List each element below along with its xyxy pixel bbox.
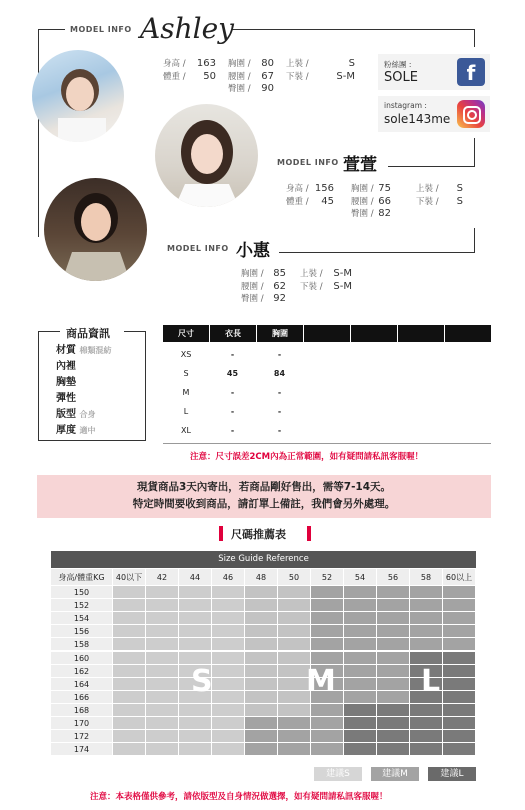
guide-cell [377,612,410,625]
instagram-icon[interactable] [457,100,485,128]
frame-line [38,29,39,237]
guide-cell [278,612,311,625]
guide-cell [113,717,146,730]
table-row: S 45 84 [183,369,286,378]
guide-weight-label: 44 [179,569,212,586]
guide-cell [212,652,245,665]
instagram-box[interactable] [378,96,490,132]
guide-cell [344,638,377,651]
model-photo-xuanxuan [155,104,258,207]
guide-cell [146,625,179,638]
guide-note: 注意：本表格僅供參考，請依版型及自身情況做選擇，如有疑問請私訊客服喔！ [90,792,388,802]
guide-cell [212,678,245,691]
guide-cell [212,691,245,704]
guide-cell [212,612,245,625]
guide-weight-label: 46 [212,569,245,586]
guide-cell [212,586,245,599]
guide-cell [344,652,377,665]
guide-cell [278,625,311,638]
notice-line-1: 現貨商品3天內寄出，若商品剛好售出，需等7-14天。 [136,481,392,493]
product-info-row: 版型 合身 [56,409,96,420]
facebook-box[interactable] [378,54,490,90]
guide-cell [311,599,344,612]
legend-l: 建議L [428,767,476,781]
guide-cell [179,652,212,665]
guide-cell [344,586,377,599]
model-name: 小惠 [236,241,270,261]
guide-cell [245,743,278,756]
model-specs-ashley: 身高 / 163 胸圍 / 80 上裝 / S 體重 / 50 腰圍 / 67 下裝 / S-M 臀圍 / 90 [163,58,355,94]
guide-cell [311,652,344,665]
guide-cell [311,717,344,730]
guide-cell [443,678,476,691]
guide-cell [311,730,344,743]
guide-cell [245,586,278,599]
guide-cell [344,678,377,691]
size-guide-grid [51,569,476,756]
guide-cell [113,678,146,691]
instagram-value: sole143me [384,112,451,126]
product-info-row: 厚度 適中 [56,425,96,436]
legend-s: 建議S [314,767,362,781]
guide-cell [146,743,179,756]
frame-line [38,440,146,441]
guide-cell [113,730,146,743]
guide-cell [410,625,443,638]
size-zone-label-l: L [421,664,442,699]
guide-cell [443,743,476,756]
frame-line [38,29,65,30]
guide-cell [410,652,443,665]
guide-cell [179,599,212,612]
guide-cell [245,652,278,665]
frame-line [38,331,60,332]
guide-cell [344,665,377,678]
guide-cell [212,743,245,756]
table-row: XS - - [180,350,282,359]
guide-cell [113,612,146,625]
guide-cell [245,678,278,691]
guide-cell [311,743,344,756]
guide-cell [443,730,476,743]
guide-cell [443,586,476,599]
product-info-row: 彈性 [56,393,76,404]
guide-cell [113,652,146,665]
guide-cell [146,612,179,625]
product-info-list [56,343,111,439]
guide-height-label: 174 [51,743,113,756]
guide-cell [245,691,278,704]
guide-cell [377,652,410,665]
guide-cell [278,717,311,730]
guide-cell [179,743,212,756]
frame-line [388,166,475,167]
guide-cell [245,638,278,651]
frame-line [474,29,475,47]
guide-cell [377,730,410,743]
guide-cell [212,625,245,638]
guide-cell [377,599,410,612]
guide-cell [212,730,245,743]
size-zone-label-m: M [306,664,337,699]
guide-cell [146,678,179,691]
guide-weight-label: 54 [344,569,377,586]
shipping-notice [37,475,491,518]
table-row: M - - [182,388,282,397]
guide-cell [311,586,344,599]
guide-cell [245,665,278,678]
guide-cell [146,599,179,612]
guide-cell [113,638,146,651]
guide-cell [212,665,245,678]
guide-cell [377,638,410,651]
guide-cell [179,612,212,625]
guide-cell [278,599,311,612]
guide-cell [410,704,443,717]
model-name: 萱萱 [343,155,377,175]
guide-weight-label: 50 [278,569,311,586]
guide-cell [443,612,476,625]
size-guide-title: Size Guide Reference [51,551,476,568]
guide-height-label: 164 [51,678,113,691]
guide-cell [179,586,212,599]
guide-cell [179,625,212,638]
guide-cell [245,612,278,625]
guide-cell [344,704,377,717]
model-info-label: MODEL INFO [70,25,132,34]
guide-height-label: 168 [51,704,113,717]
portrait-icon [32,50,124,142]
frame-line [474,138,475,167]
product-info-row: 材質 棉類混紡 [56,345,112,356]
guide-cell [311,638,344,651]
guide-cell [113,625,146,638]
guide-cell [245,625,278,638]
guide-cell [410,599,443,612]
guide-cell [377,691,410,704]
table-row: L - - [183,407,282,416]
guide-cell [377,586,410,599]
guide-height-label: 152 [51,599,113,612]
guide-cell [410,743,443,756]
guide-cell [146,665,179,678]
model-photo-xiaohui [44,178,147,281]
guide-cell [344,612,377,625]
size-zone-label-s: S [191,664,214,699]
guide-cell [212,638,245,651]
portrait-icon [155,104,258,207]
frame-line [38,338,39,441]
guide-cell [443,704,476,717]
table-row: XL - - [181,426,282,435]
guide-cell [278,638,311,651]
guide-cell [443,625,476,638]
guide-cell [146,652,179,665]
guide-cell [443,717,476,730]
guide-cell [344,691,377,704]
frame-line [145,338,146,441]
model-name: Ashley [140,12,234,45]
section-accent [219,526,223,541]
size-table-header: 尺寸 衣長 胸圍 [163,325,491,342]
model-specs-xuanxuan: 身高 / 156 胸圍 / 75 上裝 / S 體重 / 45 腰圍 / 66 下裝 / S 臀圍 / 82 [286,183,463,219]
product-info-row: 內裡 [56,361,76,372]
guide-cell [212,599,245,612]
guide-height-label: 166 [51,691,113,704]
guide-cell [146,638,179,651]
guide-cell [212,704,245,717]
instagram-label: instagram : [384,101,427,110]
guide-cell [113,743,146,756]
product-info-title: 商品資訊 [66,327,110,340]
guide-cell [410,730,443,743]
guide-cell [377,678,410,691]
guide-cell [278,704,311,717]
guide-cell [179,717,212,730]
guide-cell [443,665,476,678]
frame-line [124,331,146,332]
guide-cell [377,743,410,756]
guide-cell [443,652,476,665]
model-info-label: MODEL INFO [277,158,339,167]
guide-cell [245,717,278,730]
guide-height-label: 170 [51,717,113,730]
guide-cell [113,691,146,704]
divider [163,443,491,444]
guide-weight-label: 52 [311,569,344,586]
guide-cell [278,730,311,743]
guide-weight-label: 40以下 [113,569,146,586]
guide-cell [410,612,443,625]
guide-cell [377,704,410,717]
model-specs-xiaohui: 胸圍 / 85 上裝 / S-M 腰圍 / 62 下裝 / S-M 臀圍 / 92 [241,268,352,304]
guide-cell [113,704,146,717]
guide-height-label: 154 [51,612,113,625]
frame-line [279,252,475,253]
guide-cell [311,704,344,717]
guide-height-label: 172 [51,730,113,743]
guide-cell [146,717,179,730]
guide-cell [146,586,179,599]
section-accent [307,526,311,541]
guide-cell [245,599,278,612]
guide-weight-label: 56 [377,569,410,586]
guide-cell [377,717,410,730]
guide-height-label: 150 [51,586,113,599]
facebook-value: SOLE [384,70,418,85]
guide-height-label: 160 [51,652,113,665]
model-info-label: MODEL INFO [167,244,229,253]
guide-cell [344,743,377,756]
guide-cell [377,665,410,678]
guide-cell [344,717,377,730]
guide-cell [278,652,311,665]
guide-cell [146,704,179,717]
facebook-icon[interactable]: f [457,58,485,86]
guide-corner-label: 身高/體重KG [51,569,113,586]
guide-height-label: 156 [51,625,113,638]
guide-cell [410,586,443,599]
guide-cell [410,717,443,730]
facebook-label: 粉絲團 : [384,60,412,69]
guide-cell [278,743,311,756]
portrait-icon [44,178,147,281]
guide-cell [245,704,278,717]
guide-cell [344,730,377,743]
guide-cell [113,586,146,599]
guide-weight-label: 58 [410,569,443,586]
guide-cell [311,625,344,638]
legend-m: 建議M [371,767,419,781]
guide-cell [410,638,443,651]
frame-line [232,29,475,30]
frame-line [474,228,475,253]
size-note: 注意：尺寸誤差2CM內為正常範圍，如有疑問請私訊客服喔！ [190,452,424,462]
size-table-body [163,345,491,440]
size-guide-section-title: 尺碼推薦表 [231,528,286,541]
guide-cell [179,638,212,651]
guide-cell [113,665,146,678]
guide-cell [278,586,311,599]
guide-cell [443,691,476,704]
guide-cell [146,691,179,704]
product-info-row: 胸墊 [56,377,76,388]
guide-weight-label: 42 [146,569,179,586]
guide-weight-label: 60以上 [443,569,476,586]
guide-cell [344,599,377,612]
guide-cell [179,704,212,717]
guide-cell [311,612,344,625]
guide-cell [212,717,245,730]
notice-line-2: 特定時間要收到商品，請訂單上備註，我們會另外處理。 [132,498,396,510]
guide-cell [377,625,410,638]
guide-cell [146,730,179,743]
guide-weight-label: 48 [245,569,278,586]
guide-cell [443,599,476,612]
guide-cell [113,599,146,612]
model-photo-ashley [32,50,124,142]
guide-cell [443,638,476,651]
guide-cell [344,625,377,638]
guide-height-label: 158 [51,638,113,651]
guide-cell [179,730,212,743]
guide-cell [245,730,278,743]
guide-height-label: 162 [51,665,113,678]
